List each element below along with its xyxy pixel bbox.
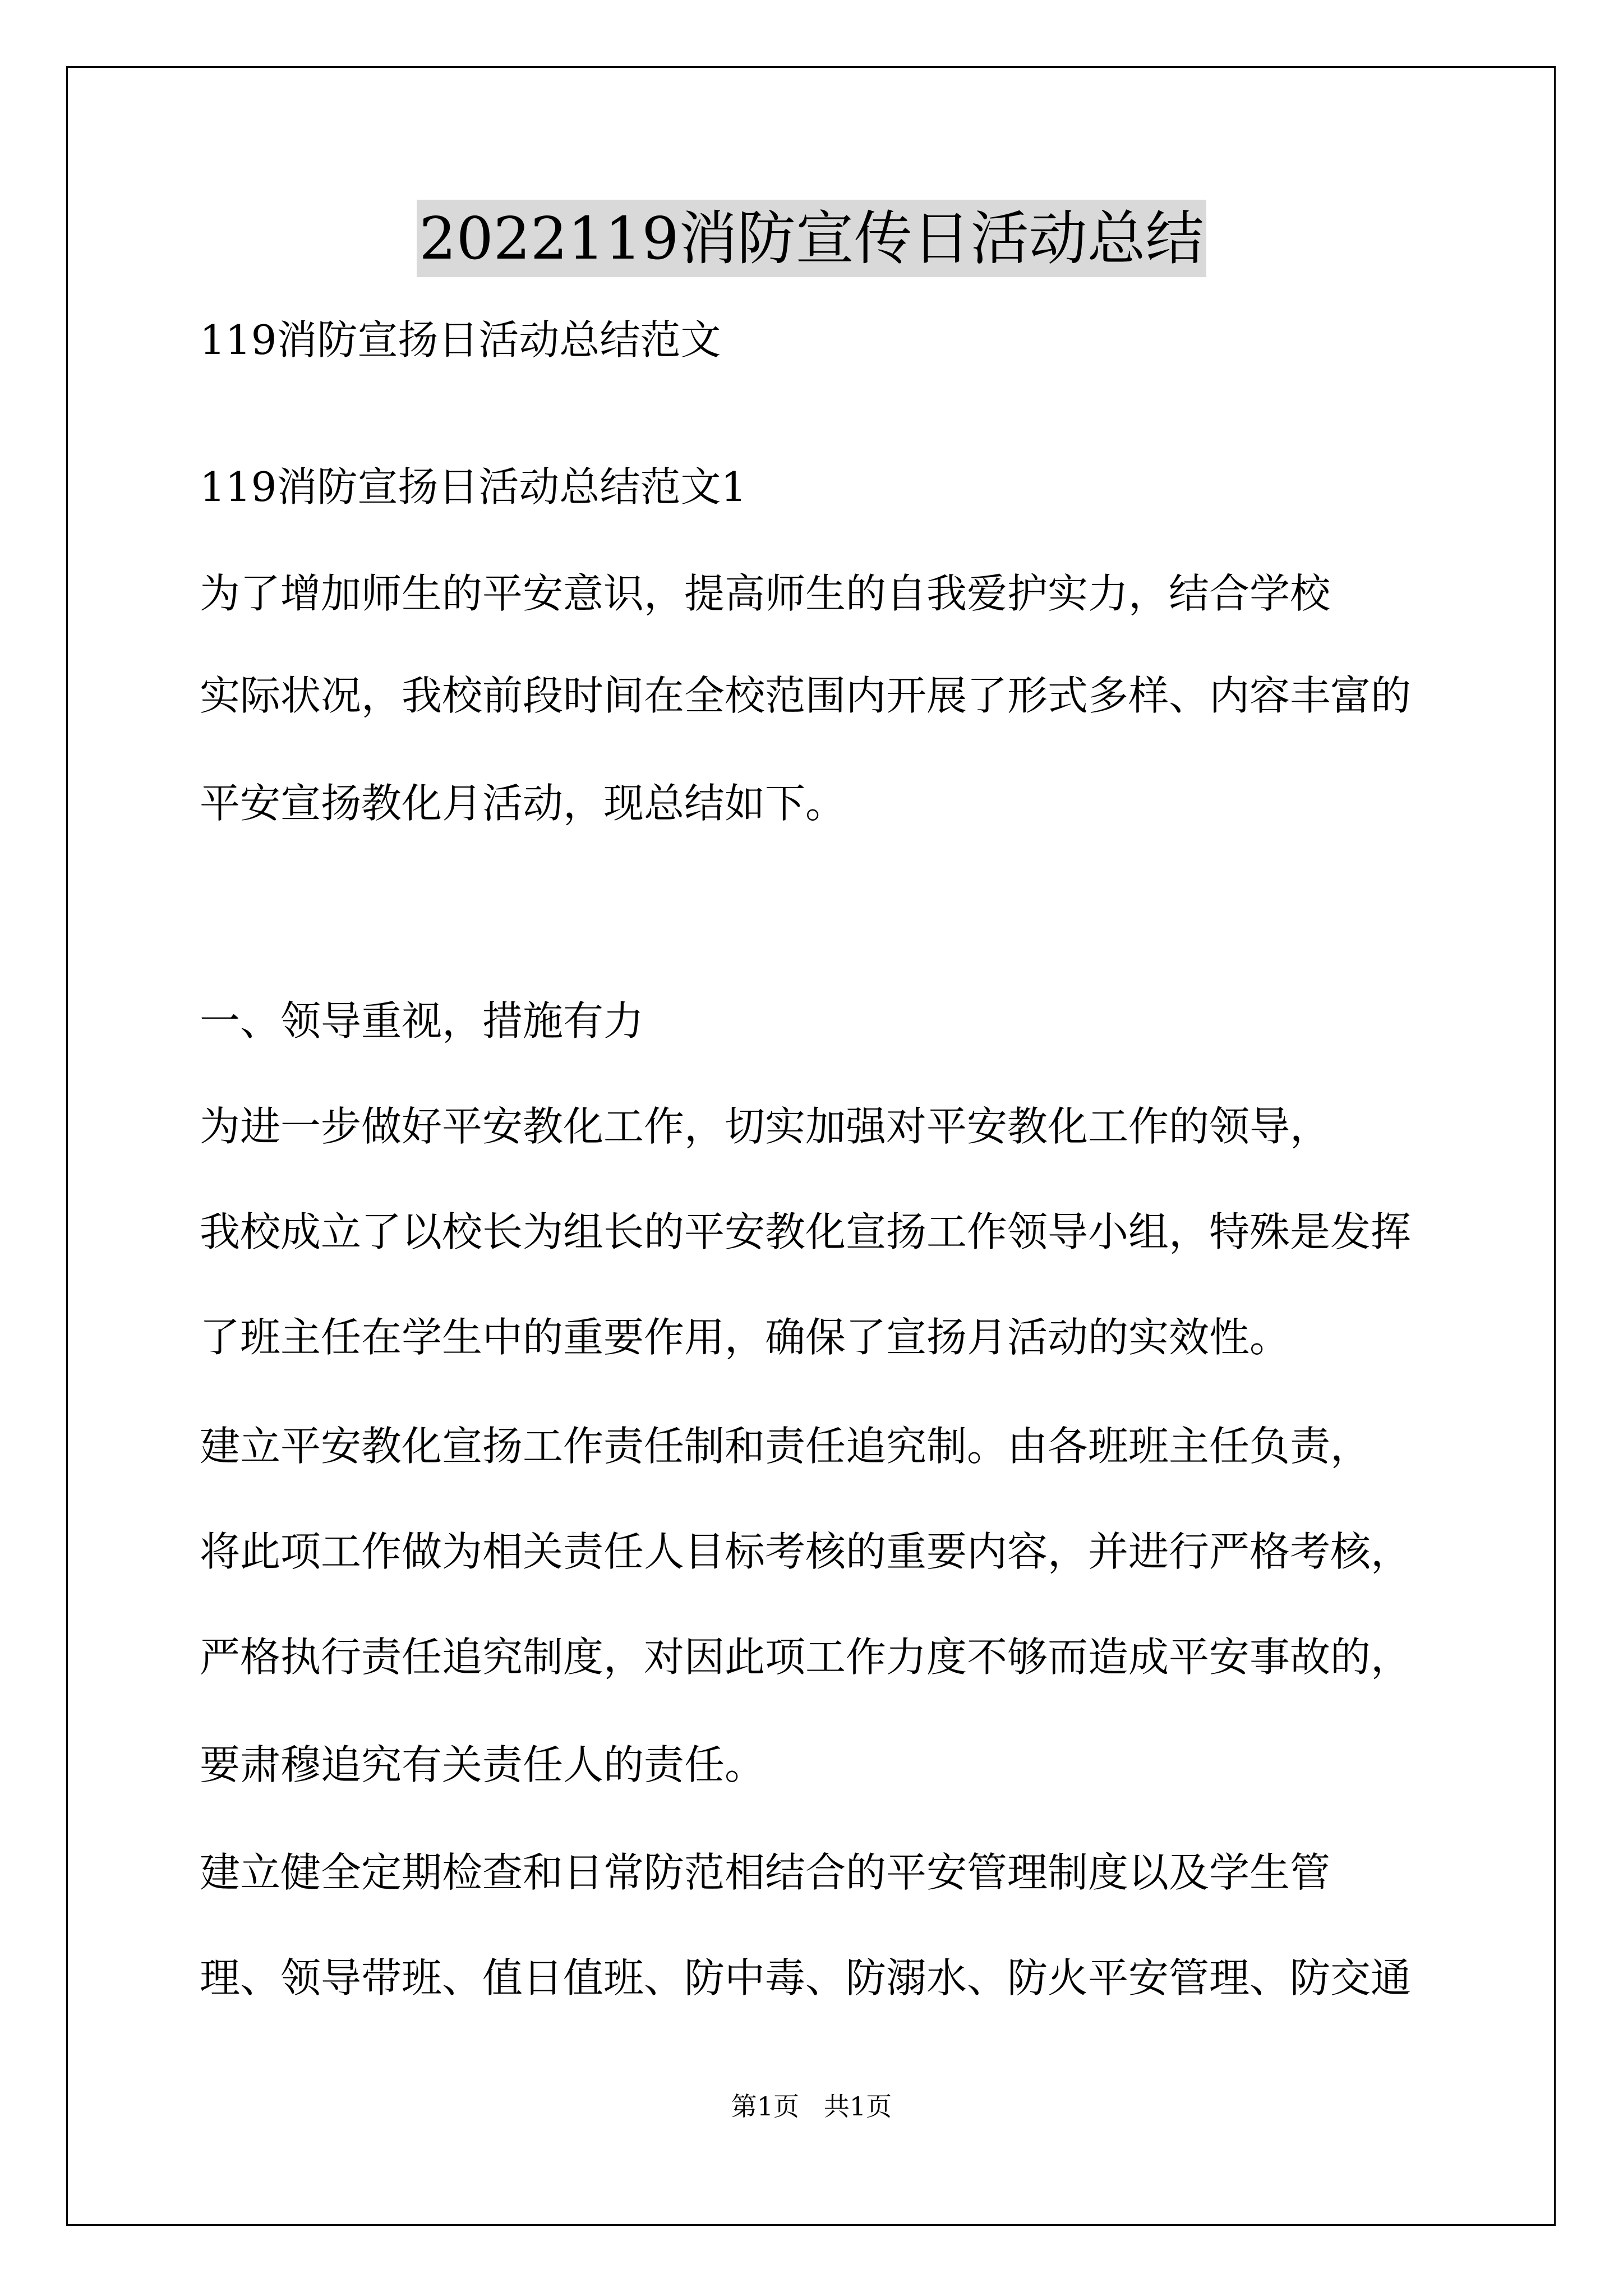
title-container bbox=[0, 200, 1623, 277]
paragraph-line: 实际状况，我校前段时间在全校范围内开展了形式多样、内容丰富的 bbox=[200, 672, 1412, 719]
paragraph-line: 要肃穆追究有关责任人的责任。 bbox=[200, 1741, 766, 1788]
subtitle-line: 119消防宣扬日活动总结范文1 bbox=[200, 463, 747, 510]
paragraph-line: 平安宣扬教化月活动，现总结如下。 bbox=[200, 780, 846, 827]
paragraph-line: 为进一步做好平安教化工作，切实加强对平安教化工作的领导， bbox=[200, 1103, 1331, 1150]
paragraph-line: 为了增加师生的平安意识，提高师生的自我爱护实力，结合学校 bbox=[200, 570, 1331, 617]
section-heading: 一、领导重视，措施有力 bbox=[200, 997, 644, 1045]
paragraph-line: 理、领导带班、值日值班、防中毒、防溺水、防火平安管理、防交通 bbox=[200, 1954, 1412, 2001]
subtitle-line: 119消防宣扬日活动总结范文 bbox=[200, 316, 721, 364]
paragraph-line: 严格执行责任追究制度，对因此项工作力度不够而造成平安事故的， bbox=[200, 1634, 1412, 1681]
page-footer: 第1页 共1页 bbox=[731, 2091, 892, 2122]
paragraph-line: 我校成立了以校长为组长的平安教化宣扬工作领导小组，特殊是发挥 bbox=[200, 1208, 1412, 1255]
document-title: 2022119消防宣传日活动总结 bbox=[417, 200, 1206, 277]
paragraph-line: 建立平安教化宣扬工作责任制和责任追究制。由各班班主任负责， bbox=[200, 1423, 1371, 1470]
paragraph-line: 了班主任在学生中的重要作用，确保了宣扬月活动的实效性。 bbox=[200, 1314, 1290, 1361]
paragraph-line: 将此项工作做为相关责任人目标考核的重要内容，并进行严格考核， bbox=[200, 1528, 1412, 1575]
paragraph-line: 建立健全定期检查和日常防范相结合的平安管理制度以及学生管 bbox=[200, 1849, 1331, 1896]
